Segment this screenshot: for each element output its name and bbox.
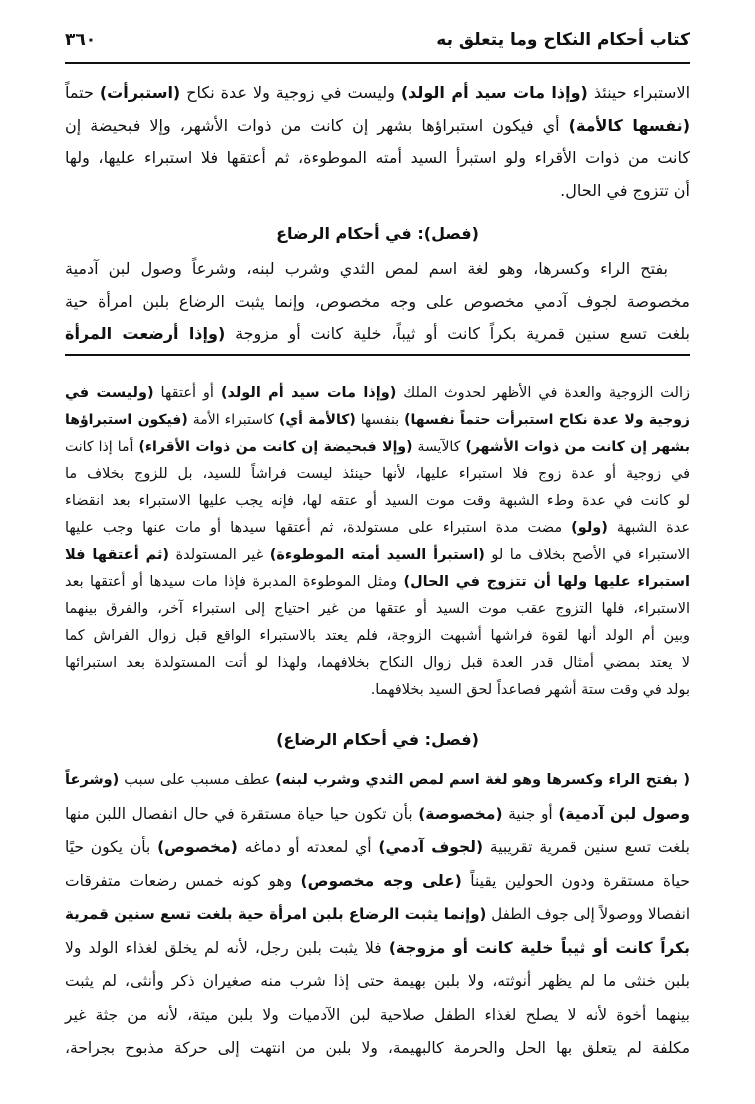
text-segment: مضت مدة استبراء على مستولدة، ثم أعتقها سيدها أو مات عنها وجب عليها xyxy=(65,520,572,536)
text-segment: الاستبراء في الأصح بخلاف ما لو xyxy=(484,547,690,563)
text-segment: الاستبراء، فلها التزوج عقب موت السيد أو عتقها من غير احتياج إلى استبراء آخر، والفرق بينهما xyxy=(65,601,690,617)
text-line xyxy=(65,677,690,704)
main-text-top xyxy=(65,77,690,207)
text-segment: وبين أم الولد أنها لقوة فراشها أشبهت الزوجة، فلم يعتد بالاستبراء الواقع قبل زوال الفراش كما xyxy=(65,628,690,644)
text-segment: كاستبراء الأمة xyxy=(187,412,279,428)
text-segment: أي لمعدته أو دماغه xyxy=(237,838,379,856)
bold-matn-text: زوجية ولا عدة نكاح استبرأت حتماً نفسها) xyxy=(404,412,690,428)
text-line xyxy=(65,623,690,650)
bold-matn-text: ( بفتح الراء وكسرها وهو لغة اسم لمص الثدي وشرب لبنه) xyxy=(275,772,690,788)
footnote-separator xyxy=(65,354,690,356)
text-line xyxy=(65,318,690,351)
main-text-bottom xyxy=(65,253,690,351)
commentary-bottom xyxy=(65,764,690,1066)
text-line xyxy=(65,542,690,569)
text-line xyxy=(65,596,690,623)
text-segment: انفصالا ووصولاً إلى جوف الطفل xyxy=(486,905,691,923)
text-line xyxy=(65,898,690,932)
bold-matn-text: (استبرأ السيد أمته الموطوءة) xyxy=(269,547,485,563)
bold-matn-text: استبراء عليها ولها أن تتزوج في الحال) xyxy=(403,574,690,590)
page-number: ٣٦٠ xyxy=(65,30,97,50)
text-segment: بفتح الراء وكسرها، وهو لغة اسم لمص الثدي وشرب لبنه، وشرعاً وصول لبن آدمية xyxy=(65,259,668,278)
text-segment: غير المستولدة xyxy=(169,547,270,563)
text-line xyxy=(65,488,690,515)
text-line xyxy=(65,175,690,208)
text-segment: مخصوصة لجوف آدمي مخصوص على وجه مخصوص، وإنما يثبت الرضاع بلبن امرأة حية xyxy=(65,291,690,311)
text-line xyxy=(65,515,690,542)
bold-matn-text: (كالأمة أي) xyxy=(278,412,356,428)
text-segment: مكلفة لم يتعلق بها الحل والحرمة كالبهيمة، ولا بلبن من انتهت إلى حركة مذبوح بجراحة، xyxy=(65,1039,690,1057)
bold-matn-text: بشهر إن كانت من ذوات الأشهر) xyxy=(465,439,690,455)
text-line xyxy=(65,999,690,1033)
text-segment: وليست في زوجية ولا عدة نكاح xyxy=(180,83,401,102)
text-line xyxy=(65,650,690,677)
text-line xyxy=(65,965,690,999)
text-line xyxy=(65,434,690,461)
text-segment: فلا يثبت بلبن رجل، لأنه لم يخلق لغذاء الولد ولا xyxy=(65,938,389,957)
text-line xyxy=(65,77,690,110)
text-segment: بأن تكون حيا حياة مستقرة في حال انفصال اللبن منها xyxy=(65,804,419,823)
text-segment: بلبن خنثى ما لم يظهر أنوثته، ولا بلبن بهيمة حتى إذا شرب منه صغيران ذكر وأنثى، لم يثبت xyxy=(65,972,690,990)
text-line xyxy=(65,569,690,596)
running-title: كتاب أحكام النكاح وما يتعلق به xyxy=(436,30,690,50)
text-line xyxy=(65,142,690,175)
bold-matn-text: (لجوف آدمي) xyxy=(378,838,484,856)
bold-matn-text: (فيكون استبراؤها xyxy=(65,412,188,428)
text-line xyxy=(65,865,690,899)
bold-matn-text: (وإذا مات سيد أم الولد) xyxy=(400,83,588,102)
text-segment: بنفسها xyxy=(355,412,405,428)
running-header xyxy=(65,30,690,58)
bold-matn-text: (استبرأت) xyxy=(99,83,181,102)
text-segment: ومثل الموطوءة المدبرة فإذا مات سيدها أو أعتقها بعد xyxy=(65,574,404,590)
text-segment: حياة مستقرة ودون الحولين يقيناً xyxy=(461,871,690,890)
bold-matn-text: بكراً كانت أو ثيباً خلية كانت أو مزوجة) xyxy=(388,938,690,957)
text-line xyxy=(65,932,690,966)
bold-matn-text: (وليست في xyxy=(65,385,154,401)
text-segment: بولد في وقت ستة أشهر فصاعداً لحق السيد بخلافهما. xyxy=(370,682,690,698)
text-line xyxy=(65,110,690,143)
text-line xyxy=(65,380,690,407)
text-line xyxy=(65,831,690,865)
text-segment: لو كانت في عدة وطء الشبهة وقت موت السيد أو عتقه لها، فإنه يجب عليها الاستبراء بعد انقضاء xyxy=(65,493,690,509)
text-segment: بينهما أخوة لأنه لا يصلح لغذاء الطفل صلاحية لبن الآدميات ولا بلبن ميتة، لأنه من جثة غير xyxy=(65,1005,690,1024)
text-segment: بلغت تسع سنين قمرية تقريبية xyxy=(483,838,690,856)
bold-matn-text: (ولو) xyxy=(571,520,608,536)
bold-matn-text: (على وجه مخصوص) xyxy=(300,871,462,890)
bold-matn-text: (وإذا مات سيد أم الولد) xyxy=(220,385,397,401)
bold-matn-text: (وإذا أرضعت المرأة xyxy=(65,324,226,343)
text-segment: في زوجية أو عدة زوج فلا استبراء عليها، لأنها حينئذ ليست فراشاً للسيد، بل للزوج بخلاف ما xyxy=(65,466,690,482)
bold-matn-text: (نفسها كالأمة) xyxy=(568,115,691,135)
text-line xyxy=(65,253,690,286)
text-segment: لا يعتد بمضي أمثال قدر العدة قبل زوال النكاح بخلافهما، ولهذا لو أتت المستولدة بعد استبرائها xyxy=(65,655,690,671)
commentary-heading: (فصل: في أحكام الرضاع) xyxy=(276,730,479,749)
bold-matn-text: (ثم أعتقها فلا xyxy=(65,547,170,563)
text-line xyxy=(65,407,690,434)
header-rule xyxy=(65,62,690,64)
commentary-top xyxy=(65,380,690,704)
text-line xyxy=(65,1032,690,1066)
text-segment: كانت من ذوات الأقراء ولو استبرأ السيد أمته الموطوءة، ثم أعتقها فلا استبراء عليها، ولها xyxy=(65,148,690,167)
text-segment: أما إذا كانت xyxy=(65,439,139,455)
text-segment: عدة الشبهة xyxy=(607,520,690,536)
bold-matn-text: (مخصوصة) xyxy=(418,804,503,823)
text-segment: بأن يكون حيًا xyxy=(65,838,158,856)
text-line xyxy=(65,286,690,319)
text-segment: كالآيسة xyxy=(412,439,466,455)
text-segment: زالت الزوجية والعدة في الأظهر لحدوث الملك xyxy=(396,385,690,401)
text-segment: عطف مسبب على سبب xyxy=(119,772,276,788)
text-segment: حتماً xyxy=(65,83,100,102)
bold-matn-text: (وشرعاً xyxy=(65,772,120,788)
text-segment: أي فيكون استبراؤها بشهر إن كانت من ذوات الأشهر، وإلا فبحيضة إن xyxy=(65,115,569,135)
text-segment: الاستبراء حينئذ xyxy=(587,83,691,102)
bold-matn-text: (مخصوص) xyxy=(157,838,238,856)
text-segment: أن تتزوج في الحال. xyxy=(560,180,690,200)
text-segment: وهو كونه خمس رضعات متفرقات xyxy=(65,871,301,890)
text-line xyxy=(65,461,690,488)
text-line xyxy=(65,798,690,832)
text-segment: أو جنية xyxy=(502,804,559,823)
text-segment: أو أعتقها xyxy=(153,385,221,401)
section-heading: (فصل): في أحكام الرضاع xyxy=(276,224,479,243)
text-line xyxy=(65,764,690,798)
bold-matn-text: (وإلا فبحيضة إن كانت من ذوات الأقراء) xyxy=(138,439,413,455)
text-segment: بلغت تسع سنين قمرية بكراً كانت أو ثيباً، خلية كانت أو مزوجة xyxy=(225,324,690,343)
bold-matn-text: وصول لبن آدمية) xyxy=(558,804,690,823)
bold-matn-text: (وإنما يثبت الرضاع بلبن امرأة حية بلغت تسع سنين قمرية xyxy=(65,905,487,923)
